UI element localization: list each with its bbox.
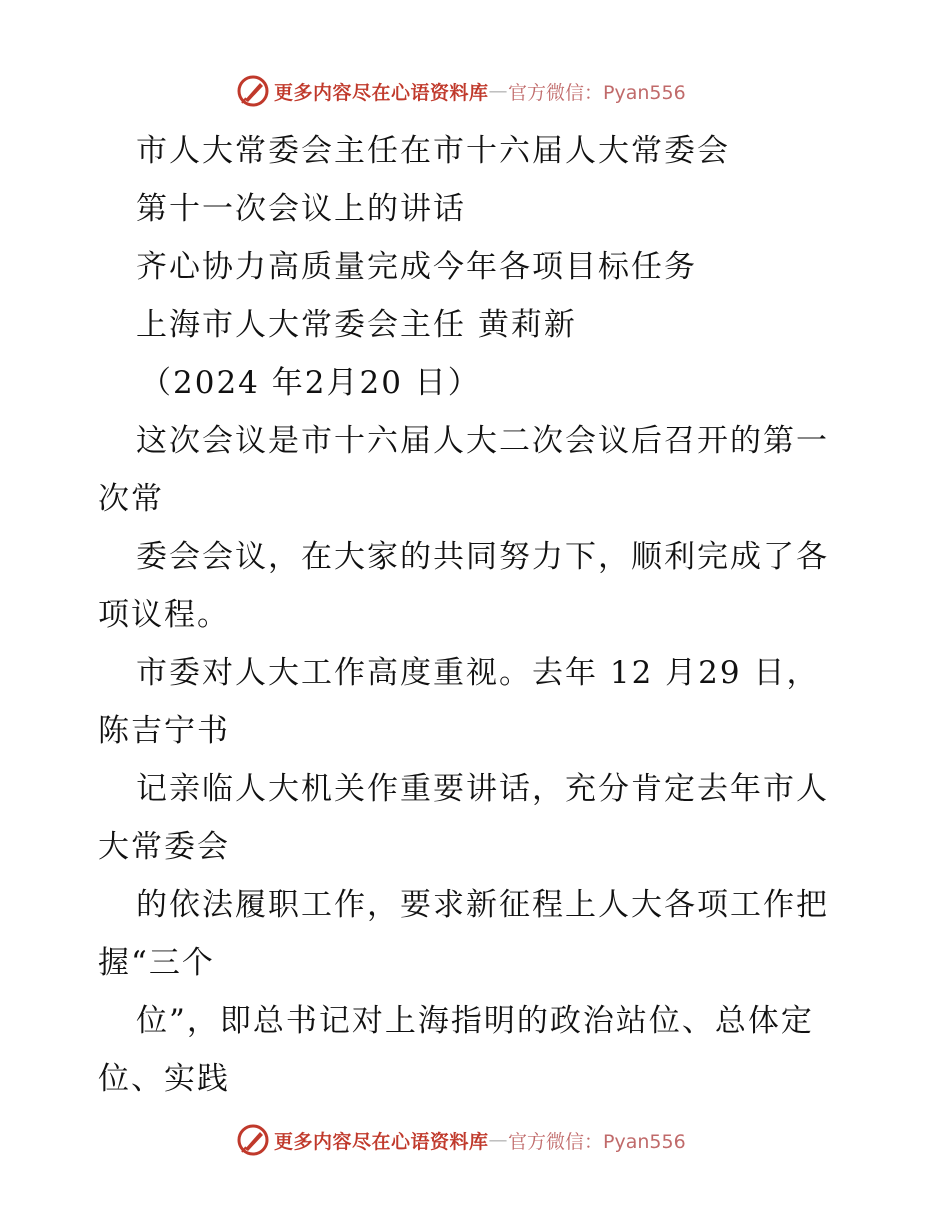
document-line: 这次会议是市十六届人大二次会议后召开的第一	[136, 423, 829, 459]
header-watermark	[236, 73, 686, 109]
document-line: 的依法履职工作，要求新征程上人大各项工作把	[136, 887, 829, 923]
document-line: （2024 年2月20 日）	[140, 365, 481, 401]
watermark-text: 更多内容尽在心语资料库	[274, 1130, 489, 1153]
document-line: 上海市人大常委会主任 黄莉新	[136, 307, 577, 343]
document-line: 次常	[98, 481, 164, 517]
document-line: 陈吉宁书	[98, 713, 230, 749]
watermark-separator: —	[488, 80, 509, 102]
watermark-contact: 官方微信：Pyan556	[508, 1130, 686, 1153]
quill-logo-icon	[236, 1123, 270, 1157]
document-line: 第十一次会议上的讲话	[136, 191, 466, 227]
document-line: 位、实践	[98, 1061, 230, 1097]
document-line: 位”，即总书记对上海指明的政治站位、总体定	[136, 1003, 814, 1039]
document-line: 项议程。	[98, 597, 230, 633]
watermark-separator: —	[488, 1129, 509, 1151]
document-line: 齐心协力高质量完成今年各项目标任务	[136, 249, 697, 285]
document-line: 委会会议，在大家的共同努力下，顺利完成了各	[136, 539, 829, 575]
document-line: 市人大常委会主任在市十六届人大常委会	[136, 133, 730, 169]
watermark-text: 更多内容尽在心语资料库	[274, 81, 489, 104]
quill-logo-icon	[236, 74, 270, 108]
document-body	[98, 122, 868, 1108]
document-line: 市委对人大工作高度重视。去年 12 月29 日，	[136, 655, 820, 691]
watermark-contact: 官方微信：Pyan556	[508, 81, 686, 104]
footer-watermark	[236, 1122, 686, 1158]
document-line: 记亲临人大机关作重要讲话，充分肯定去年市人	[136, 771, 829, 807]
document-line: 大常委会	[98, 829, 230, 865]
document-line: 握“三个	[98, 945, 215, 981]
